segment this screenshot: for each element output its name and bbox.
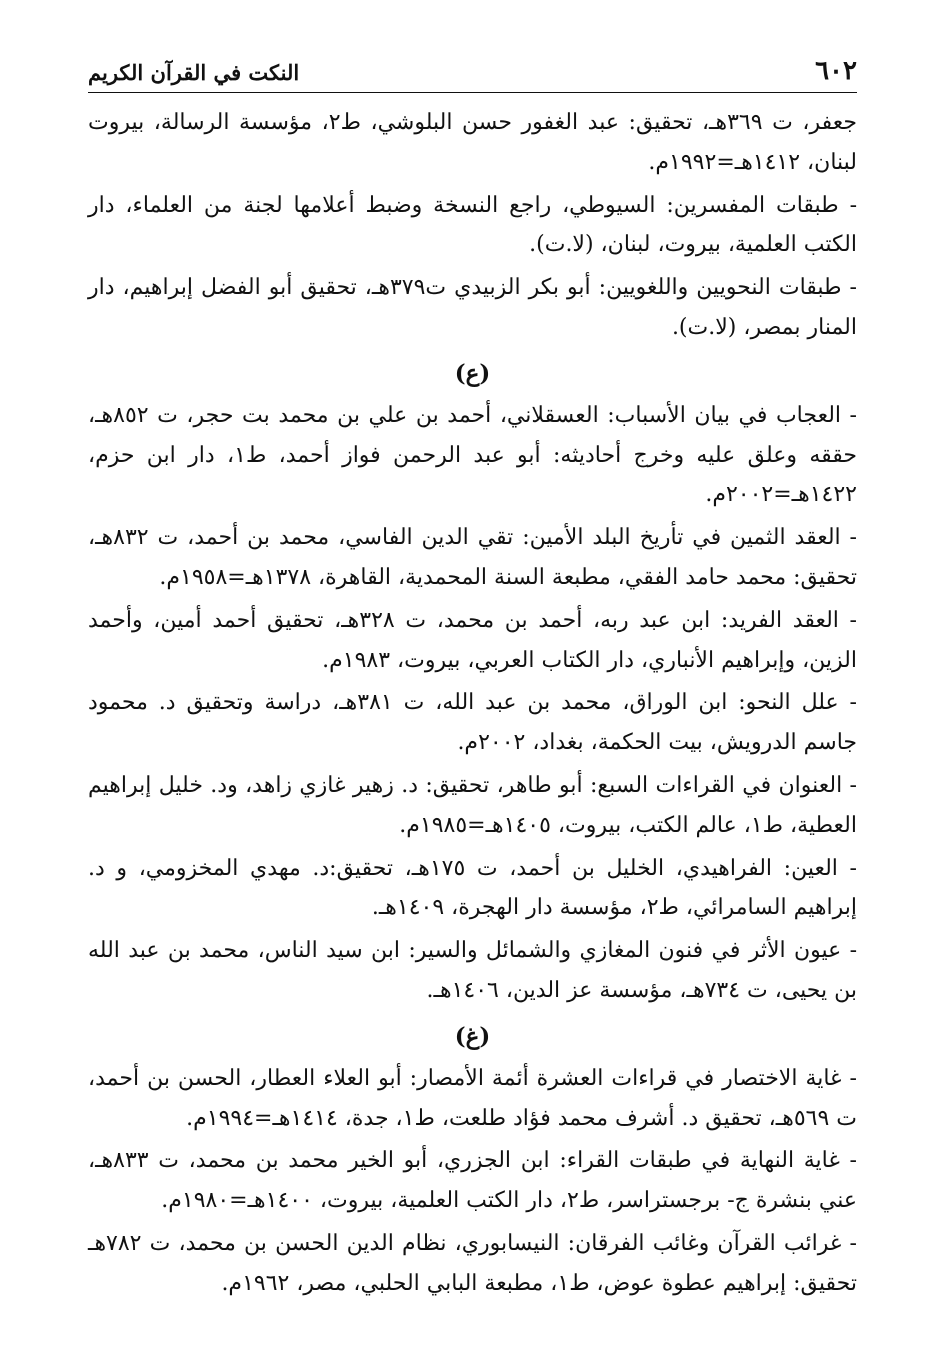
- bibliography-body: [88, 103, 857, 1304]
- bibliography-entry: - العقد الفريد: ابن عبد ربه، أحمد بن محمد، ت ٣٢٨هـ، تحقيق أحمد أمين، وأحمد الزين، وإبراهيم الأنباري، دار الكتاب العربي، بيروت، ١٩٨٣م.: [88, 607, 857, 673]
- bibliography-entry: - غرائب القرآن وغائب الفرقان: النيسابوري، نظام الدين الحسن بن محمد، ت ٧٨٢هـ تحقيق: إبراهيم عطوة عوض، ط١، مطبعة البابي الحلبي، مصر، ١٩٦٢م.: [88, 1230, 857, 1296]
- bibliography-entry: - العنوان في القراءات السبع: أبو طاهر، تحقيق: د. زهير غازي زاهد، ود. خليل إبراهيم العطية، ط١، عالم الكتب، بيروت، ١٤٠٥هـ=١٩٨٥م.: [88, 772, 857, 838]
- section-letter-heading: (ع): [454, 359, 491, 387]
- page-header: [88, 52, 857, 93]
- bibliography-entry: - طبقات النحويين واللغويين: أبو بكر الزبيدي ت٣٧٩هـ، تحقيق أبو الفضل إبراهيم، دار المنار بمصر، (لا.ت).: [88, 275, 857, 340]
- bibliography-entry: - طبقات المفسرين: السيوطي، راجع النسخة وضبط أعلامها لجنة من العلماء، دار الكتب العلمية، بيروت، لبنان، (لا.ت).: [88, 192, 857, 258]
- section-letter-heading: (غ): [454, 1022, 491, 1050]
- running-title: النكت في القرآن الكريم: [88, 60, 300, 85]
- bibliography-entry: - علل النحو: ابن الوراق، محمد بن عبد الله، ت ٣٨١هـ، دراسة وتحقيق د. محمود جاسم الدرويش، بيت الحكمة، بغداد، ٢٠٠٢م.: [88, 690, 857, 756]
- bibliography-entry: - العين: الفراهيدي، الخليل بن أحمد، ت ١٧٥هـ، تحقيق:د. مهدي المخزومي، و د. إبراهيم السامرائي، ط٢، مؤسسة دار الهجرة، ١٤٠٩هـ.: [88, 855, 857, 921]
- bibliography-entry: جعفر، ت ٣٦٩هـ، تحقيق: عبد الغفور حسن البلوشي، ط٢، مؤسسة الرسالة، بيروت لبنان، ١٤١٢هـ=١٩٩٢م.: [88, 110, 857, 175]
- page-number: ٦٠٢: [815, 56, 857, 86]
- bibliography-entry: - غاية الاختصار في قراءات العشرة أئمة الأمصار: أبو العلاء العطار، الحسن بن أحمد، ت ٥٦٩هـ، تحقيق د. أشرف محمد فؤاد طلعت، ط١، جدة، ١٤١٤هـ=١٩٩٤م.: [88, 1065, 857, 1131]
- bibliography-entry: - غاية النهاية في طبقات القراء: ابن الجزري، أبو الخير محمد بن محمد، ت ٨٣٣هـ، عني بنشرة ج- برجستراسر، ط٢، دار الكتب العلمية، بيروت، ١٤٠٠هـ=١٩٨٠م.: [88, 1148, 857, 1214]
- bibliography-entry: - عيون الأثر في فنون المغازي والشمائل والسير: ابن سيد الناس، محمد بن عبد الله بن يحيى، ت ٧٣٤هـ، مؤسسة عز الدين، ١٤٠٦هـ.: [88, 938, 857, 1003]
- bibliography-entry: - العقد الثمين في تأريخ البلد الأمين: تقي الدين الفاسي، محمد بن أحمد، ت ٨٣٢هـ، تحقيق: محمد حامد الفقي، مطبعة السنة المحمدية، القاهرة، ١٣٧٨هـ=١٩٥٨م.: [88, 525, 857, 590]
- bibliography-entry: - العجاب في بيان الأسباب: العسقلاني، أحمد بن علي بن محمد بت حجر، ت ٨٥٢هـ، حققه وعلق عليه وخرج أحاديثه: أبو عبد الرحمن فواز أحمد، ط١، دار ابن حزم، ١٤٢٢هـ=٢٠٠٢م.: [88, 402, 858, 508]
